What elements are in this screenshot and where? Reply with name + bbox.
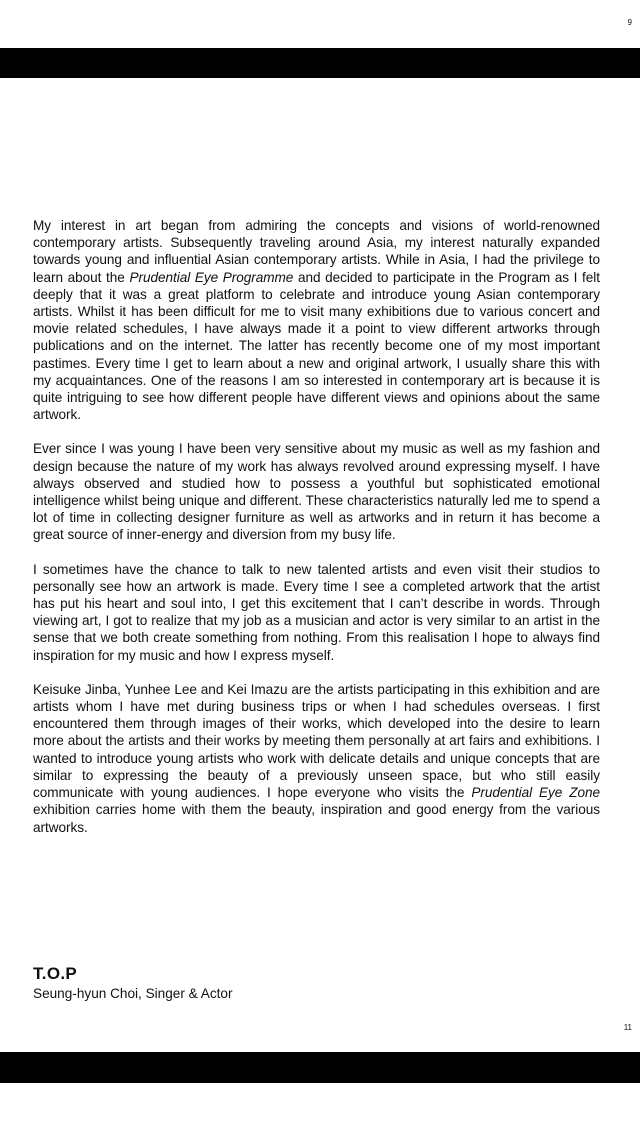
signature-role: Seung-hyun Choi, Singer & Actor [33,986,233,1001]
top-black-bar [0,48,640,78]
paragraph-1 [33,217,600,423]
signature-name: T.O.P [33,964,78,983]
paragraph-2 [33,440,600,543]
text-segment: My interest in art began from admiring the concepts and visions of world-renowned contemporary artists. Subsequently traveling around Asia, my interest naturally expanded towards young and influential Asian contemporary artists. While in Asia, I had the privilege to learn about the [33,218,600,285]
programme-title: Prudential Eye Programme [129,269,294,285]
text-segment: exhibition carries home with them the beauty, inspiration and good energy from the various artworks. [33,802,600,835]
top-page-number: 9 [627,18,632,27]
paragraph-4 [33,681,600,836]
text-segment: Keisuke Jinba, Yunhee Lee and Kei Imazu are the artists participating in this exhibition and are artists whom I have met during business trips or when I had schedules overseas. I first encountered them through images of their works, which developed into the desire to learn more about the artists and their works by meeting them personally at art fairs and exhibitions. I wanted to introduce young artists who work with delicate details and unique concepts that are similar to expressing the beauty of a previously unseen space, but who still easily communicate with young audiences. I hope everyone who visits the [33,681,600,801]
text-segment: Ever since I was young I have been very sensitive about my music as well as my fashion and design because the nature of my work has always revolved around expressing myself. I have always observed and studied how to possess a youthful but sophisticated emotional intelligence whilst being unique and different. These characteristics naturally led me to spend a lot of time in collecting designer furniture as well as artworks and in return it has become a great source of inner-energy and diversion from my busy life. [33,441,600,543]
article-body [33,217,600,853]
paragraph-3 [33,561,600,664]
exhibition-title: Prudential Eye Zone [471,785,600,801]
text-segment: I sometimes have the chance to talk to new talented artists and even visit their studios to personally see how an artwork is made. Every time I see a completed artwork that the artist has put his heart and soul into, I get this excitement that I can’t describe in words. Through viewing art, I got to realize that my job as a musician and actor is very similar to an artist in the sense that we both create something from nothing. From this realisation I hope to always find inspiration for my music and how I express myself. [33,561,600,663]
bottom-page-number: 11 [623,1023,632,1032]
text-segment: and decided to participate in the Program as I felt deeply that it was a great platform to celebrate and introduce young Asian contemporary artists. Whilst it has been difficult for me to visit many exhibitions due to various concert and movie related schedules, I have always made it a point to view different artworks through publications and on the internet. The latter has recently become one of my most important pastimes. Every time I get to learn about a new and original artwork, I usually share this with my acquaintances. One of the reasons I am so interested in contemporary art is because it is quite intriguing to see how different people have different views and opinions about the same artwork. [33,269,600,423]
bottom-black-bar [0,1052,640,1083]
